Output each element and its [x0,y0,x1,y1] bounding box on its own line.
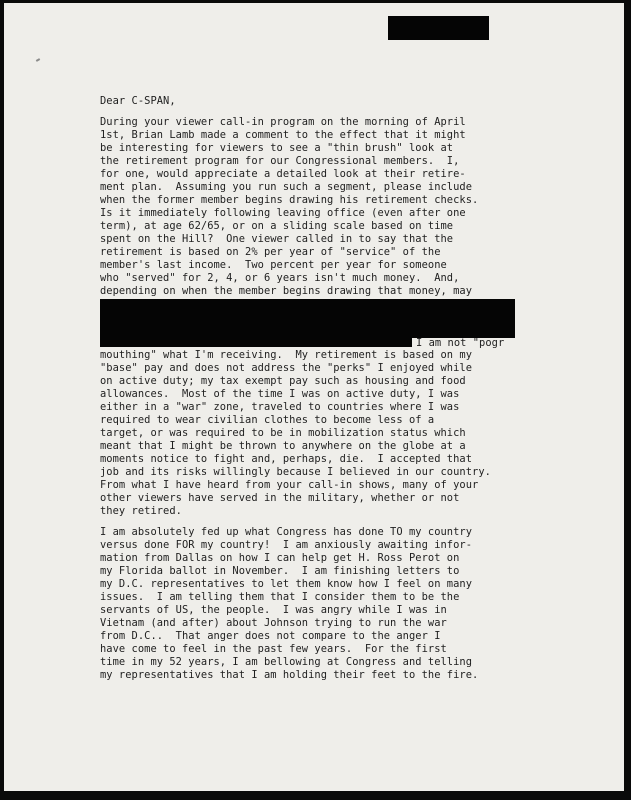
p1-line: 1st, Brian Lamb made a comment to the effect that it might [100,129,466,141]
p1-line: depending on when the member begins drawing that money, may [100,285,473,297]
stray-mark [36,58,40,62]
p3-line: I am absolutely fed up what Congress has done TO my country [100,526,473,538]
salutation: Dear C-SPAN, [100,95,176,107]
p2-line: target, or was required to be in mobilization status which [100,427,466,439]
p1-line: be interesting for viewers to see a "thin brush" look at [100,142,454,154]
p2-line: required to wear civilian clothes to become less of a [100,414,435,426]
p3-line: my Florida ballot in November. I am finishing letters to [100,565,460,577]
p3-line: from D.C.. That anger does not compare to the anger I [100,630,441,642]
p2-line: meant that I might be thrown to anywhere on the globe at a [100,440,466,452]
p3-line: my D.C. representatives to let them know how I feel on many [100,578,473,590]
p2-line: From what I have heard from your call-in shows, many of your [100,479,479,491]
p1-line: member's last income. Two percent per year for someone [100,259,447,271]
p1-line: for one, would appreciate a detailed look at their retire- [100,168,466,180]
p2-line: mouthing" what I'm receiving. My retirement is based on my [100,349,473,361]
p3-line: versus done FOR my country! I am anxiously awaiting infor- [100,539,473,551]
p1-line: when the former member begins drawing his retirement checks. [100,194,479,206]
p1-line: the retirement program for our Congressional members. I, [100,155,460,167]
p3-line: Vietnam (and after) about Johnson trying to run the war [100,617,447,629]
p3-line: issues. I am telling them that I consider them to be the [100,591,460,603]
letter-page [4,3,624,791]
p2-line: allowances. Most of the time I was on active duty, I was [100,388,460,400]
p3-line: time in my 52 years, I am bellowing at Congress and telling [100,656,473,668]
p2-first-visible: I am not "pogr [416,337,505,349]
p2-line: "base" pay and does not address the "perks" I enjoyed while [100,362,473,374]
redacted-block-line [100,338,412,347]
p3-line: servants of US, the people. I was angry while I was in [100,604,447,616]
p1-line: who "served" for 2, 4, or 6 years isn't much money. And, [100,272,460,284]
p2-line: job and its risks willingly because I believed in our country. [100,466,491,478]
p2-line: either in a "war" zone, traveled to countries where I was [100,401,460,413]
p1-line: During your viewer call-in program on the morning of April [100,116,466,128]
p2-line: other viewers have served in the military, whether or not [100,492,460,504]
p1-line: Is it immediately following leaving office (even after one [100,207,466,219]
p2-line: they retired. [100,505,182,517]
p1-line: ment plan. Assuming you run such a segment, please include [100,181,473,193]
redacted-header-block [388,16,489,40]
p1-line: spent on the Hill? One viewer called in to say that the [100,233,454,245]
p3-line: my representatives that I am holding their feet to the fire. [100,669,479,681]
p1-line: term), at age 62/65, or on a sliding scale based on time [100,220,454,232]
p2-line: on active duty; my tax exempt pay such as housing and food [100,375,466,387]
p3-line: have come to feel in the past few years. For the first [100,643,447,655]
p2-line: moments notice to fight and, perhaps, die. I accepted that [100,453,473,465]
redacted-block-main [100,299,515,338]
p3-line: mation from Dallas on how I can help get H. Ross Perot on [100,552,460,564]
p1-line: retirement is based on 2% per year of "service" of the [100,246,441,258]
